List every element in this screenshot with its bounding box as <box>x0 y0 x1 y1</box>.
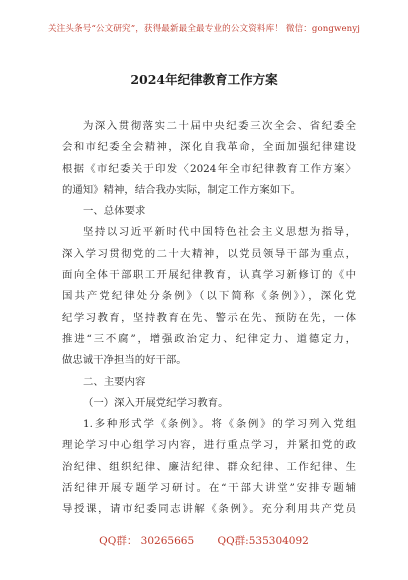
promo-banner: 关注头条号“公文研究”，获得最新最全最专业的公文资料库！ 微信：gongwenyj <box>47 24 361 34</box>
section-heading: 一、总体要求 <box>83 205 146 218</box>
body-line: 的通知》精神，结合我办实际，制定工作方案如下。 <box>62 183 301 196</box>
body-line: 根据《市纪委关于印发〈2024年全市纪律教育工作方案〉 <box>62 162 356 175</box>
body-line: 为深入贯彻落实二十届中央纪委三次全会、省纪委全 <box>83 120 356 132</box>
body-line: 治纪律、组织纪律、廉洁纪律、群众纪律、工作纪律、生 <box>62 460 356 473</box>
document-title: 2024年纪律教育工作方案 <box>130 72 278 87</box>
body-line: 推进“三不腐”，增强政治定力、纪律定力、道德定力， <box>62 332 356 345</box>
qq-group-2: QQ群:535304092 <box>217 535 309 547</box>
body-line: 会和市纪委全会精神，深化自我革命，全面加强纪律建设 <box>62 141 356 154</box>
body-line: 导授课，请市纪委同志讲解《条例》。充分利用共产党员 <box>62 503 356 516</box>
body-line: 做忠诚干净担当的好干部。 <box>62 354 187 367</box>
body-line: 深入学习贯彻党的二十大精神，以党员领导干部为重点， <box>62 247 356 260</box>
body-line: 理论学习中心组学习内容，进行重点学习，并紧扣党的政 <box>62 439 356 452</box>
body-line: 面向全体干部职工开展纪律教育，认真学习新修订的《中 <box>62 269 356 282</box>
body-line: 国共产党纪律处分条例》（以下简称《条例》），深化党 <box>62 290 356 303</box>
qq-group-1: QQ群： 30265665 <box>99 535 195 547</box>
document-body <box>62 116 356 521</box>
body-line: 1.多种形式学《条例》。将《条例》的学习列入党组 <box>83 418 356 431</box>
subsection-heading: （一）深入开展党纪学习教育。 <box>83 396 229 409</box>
contact-footer <box>0 533 408 548</box>
body-line: 纪学习教育，坚持教育在先、警示在先、预防在先，一体 <box>62 311 356 324</box>
section-heading: 二、主要内容 <box>83 375 146 388</box>
body-line: 活纪律开展专题学习研讨。在“干部大讲堂”安排专题辅 <box>62 482 356 495</box>
body-line: 坚持以习近平新时代中国特色社会主义思想为指导， <box>83 226 356 239</box>
